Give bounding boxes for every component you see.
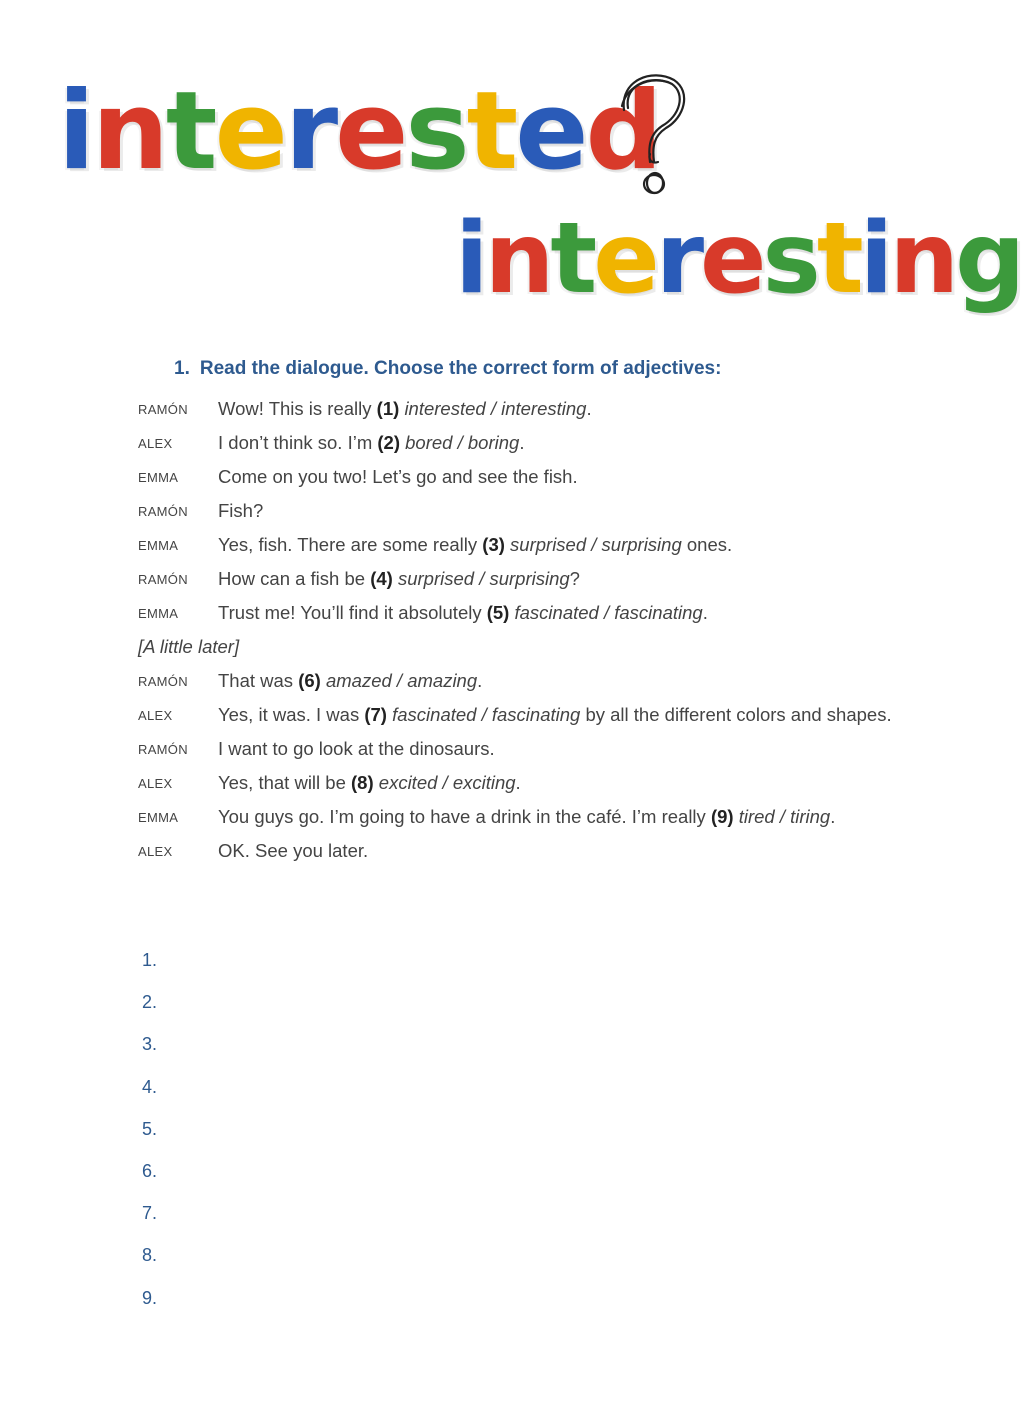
question-mark-icon (612, 66, 692, 202)
title-letter: e (700, 202, 763, 316)
gap-number: (2) (377, 432, 400, 453)
title-letter: s (405, 69, 467, 194)
dialogue-text (218, 500, 263, 522)
stage-direction: [A little later] (138, 636, 240, 657)
gap-number: (1) (376, 398, 400, 419)
gap-number: (5) (486, 602, 510, 623)
title-letter: t (165, 69, 215, 194)
answer-line: 4. (142, 1076, 158, 1097)
title-letter: e (214, 69, 285, 194)
speaker-name: ALEX (138, 708, 173, 723)
dialogue-text-before: Fish? (218, 500, 264, 521)
dialogue-text-after: . (702, 602, 708, 623)
adjective-choice: surprised / surprising (397, 568, 570, 589)
dialogue-text (218, 772, 521, 794)
answer-line: 7. (142, 1203, 158, 1224)
dialogue-text-after: ? (569, 568, 580, 589)
title-letter: n (92, 69, 166, 194)
dialogue-text (218, 568, 580, 590)
answer-line: 3. (142, 1034, 158, 1055)
speaker-name: EMMA (138, 810, 179, 825)
title-letter: i (455, 202, 485, 316)
title-letter: g (955, 202, 1021, 316)
answer-line: 2. (142, 992, 158, 1013)
speaker-name: EMMA (138, 470, 179, 485)
adjective-choice: excited / exciting (378, 772, 516, 793)
dialogue-text (218, 840, 368, 862)
dialogue-text-after: . (515, 772, 521, 793)
speaker-name: ALEX (138, 844, 173, 859)
dialogue-text (218, 806, 835, 828)
dialogue-text-before: Yes, fish. There are some really (218, 534, 483, 555)
title-letter: e (515, 69, 586, 194)
answer-line: 9. (142, 1287, 158, 1308)
dialogue-text-after: ones. (681, 534, 733, 555)
answer-line: 6. (142, 1161, 158, 1181)
title-letter: n (484, 202, 551, 316)
adjective-choice: tired / tiring (738, 806, 831, 827)
dialogue-text-before: OK. See you later. (218, 840, 369, 861)
adjective-choice: amazed / amazing (325, 670, 478, 691)
dialogue-text-before: I want to go look at the dinosaurs. (218, 738, 495, 759)
dialogue-text (218, 602, 708, 624)
dialogue-text-before: Trust me! You’ll find it absolutely (218, 602, 487, 623)
gap-number: (6) (298, 670, 321, 691)
dialogue-text (218, 432, 524, 454)
title-word-interested (58, 69, 660, 194)
adjective-choice: fascinated / fascinating (392, 704, 581, 725)
title-letter: e (593, 202, 656, 316)
adjective-choice: surprised / surprising (510, 534, 682, 555)
title-letter: i (58, 69, 93, 194)
answer-line: 1. (142, 950, 158, 970)
dialogue-text (218, 738, 495, 760)
title-letter: i (859, 202, 890, 316)
dialogue-text-before: You guys go. I’m going to have a drink in the café. I’m really (218, 806, 711, 827)
gap-number: (9) (710, 806, 734, 827)
gap-number: (3) (482, 534, 505, 555)
speaker-name: EMMA (138, 606, 179, 621)
dialogue-text-before: How can a fish be (218, 568, 371, 589)
dialogue-text-after: . (519, 432, 525, 453)
dialogue-text (218, 466, 578, 488)
title-letter: t (550, 202, 594, 316)
gap-number: (7) (364, 704, 387, 725)
dialogue-text (218, 534, 732, 556)
speaker-name: ALEX (138, 436, 173, 451)
title-banner (0, 0, 1021, 340)
gap-number: (8) (351, 772, 374, 793)
title-letter: t (816, 202, 860, 316)
adjective-choice: interested / interesting (404, 398, 587, 419)
speaker-name: RAMÓN (138, 402, 188, 417)
dialogue-text (218, 704, 892, 726)
dialogue-text-after: . (586, 398, 592, 419)
title-letter: d (585, 69, 660, 194)
gap-number: (4) (370, 568, 393, 589)
title-letter: t (466, 69, 516, 194)
exercise-instruction: Read the dialogue. Choose the correct form of adjectives: (199, 358, 722, 379)
title-letter: s (762, 202, 817, 316)
answer-line: 5. (142, 1118, 158, 1139)
exercise-number: 1. (174, 358, 190, 379)
title-letter: n (889, 202, 956, 316)
answer-line: 8. (142, 1245, 158, 1266)
dialogue-text-after: . (830, 806, 836, 827)
title-letter: r (284, 69, 336, 194)
speaker-name: EMMA (138, 538, 179, 553)
dialogue-text-before: Yes, that will be (218, 772, 352, 793)
dialogue-text-before: Come on you two! Let’s go and see the fish. (218, 466, 578, 487)
speaker-name: RAMÓN (138, 742, 188, 757)
dialogue-text-before: Wow! This is really (218, 398, 377, 419)
adjective-choice: fascinated / fascinating (514, 602, 703, 623)
speaker-name: RAMÓN (138, 572, 188, 587)
dialogue-text (218, 398, 592, 420)
dialogue-text-after: by all the different colors and shapes. (580, 704, 892, 725)
title-letter: e (335, 69, 406, 194)
adjective-choice: bored / boring (405, 432, 520, 453)
speaker-name: ALEX (138, 776, 173, 791)
dialogue-text-before: I don’t think so. I’m (218, 432, 378, 453)
title-letter: r (655, 202, 701, 316)
speaker-name: RAMÓN (138, 674, 188, 689)
dialogue-text-after: . (477, 670, 483, 691)
dialogue-text (218, 670, 482, 692)
dialogue-text-before: Yes, it was. I was (218, 704, 365, 725)
dialogue-text-before: That was (218, 670, 299, 691)
speaker-name: RAMÓN (138, 504, 188, 519)
exercise-heading (174, 358, 721, 380)
title-word-interesting (455, 202, 1021, 316)
